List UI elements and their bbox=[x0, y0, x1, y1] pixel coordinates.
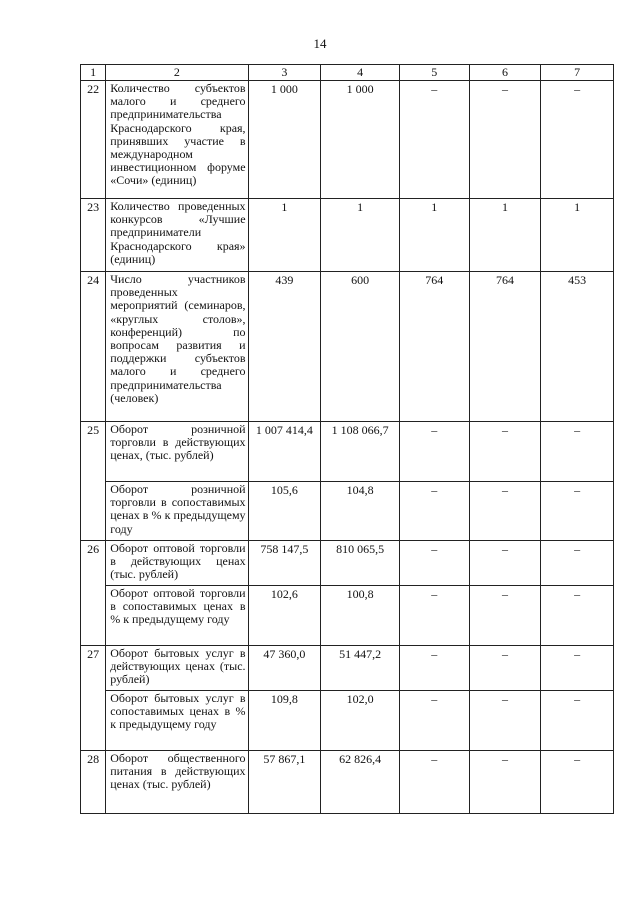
table-row bbox=[81, 81, 614, 199]
indicator-name: Количество субъектов малого и среднего предпринимательства Краснодарского края, принявших участие в международном инвестиционном форуме «Сочи» (единиц) bbox=[106, 81, 248, 199]
indicator-name: Число участников проведенных мероприятий (семинаров, «круглых столов», конференций) по вопросам развития и поддержки субъектов малого и среднего предпринимательства (человек) bbox=[106, 272, 248, 422]
value-col7: – bbox=[541, 691, 614, 751]
value-col5: – bbox=[399, 586, 469, 646]
table-row bbox=[81, 199, 614, 272]
column-header: 5 bbox=[399, 65, 469, 81]
value-col6: – bbox=[469, 541, 541, 586]
value-col6: 764 bbox=[469, 272, 541, 422]
value-col4: 810 065,5 bbox=[321, 541, 400, 586]
indicators-table bbox=[80, 64, 614, 814]
value-col5: – bbox=[399, 691, 469, 751]
value-col7: – bbox=[541, 482, 614, 541]
value-col6: – bbox=[469, 81, 541, 199]
table-row bbox=[81, 482, 614, 541]
value-col4: 102,0 bbox=[321, 691, 400, 751]
value-col5: – bbox=[399, 422, 469, 482]
value-col6: – bbox=[469, 482, 541, 541]
value-col6: – bbox=[469, 422, 541, 482]
value-col3: 57 867,1 bbox=[248, 751, 321, 814]
value-col3: 105,6 bbox=[248, 482, 321, 541]
value-col3: 109,8 bbox=[248, 691, 321, 751]
row-number: 28 bbox=[81, 751, 106, 814]
value-col5: – bbox=[399, 81, 469, 199]
column-header: 1 bbox=[81, 65, 106, 81]
value-col3: 439 bbox=[248, 272, 321, 422]
indicator-name: Оборот оптовой торговли в действующих ценах (тыс. рублей) bbox=[106, 541, 248, 586]
indicator-name: Оборот общественного питания в действующих ценах (тыс. рублей) bbox=[106, 751, 248, 814]
value-col7: 1 bbox=[541, 199, 614, 272]
value-col7: – bbox=[541, 81, 614, 199]
row-number: 27 bbox=[81, 646, 106, 751]
value-col3: 47 360,0 bbox=[248, 646, 321, 691]
row-number: 24 bbox=[81, 272, 106, 422]
value-col6: – bbox=[469, 751, 541, 814]
indicator-name: Оборот бытовых услуг в действующих ценах (тыс. рублей) bbox=[106, 646, 248, 691]
value-col3: 1 007 414,4 bbox=[248, 422, 321, 482]
value-col3: 1 000 bbox=[248, 81, 321, 199]
table-row bbox=[81, 751, 614, 814]
value-col4: 100,8 bbox=[321, 586, 400, 646]
table-header-row bbox=[81, 65, 614, 81]
value-col4: 104,8 bbox=[321, 482, 400, 541]
value-col6: – bbox=[469, 586, 541, 646]
indicator-name: Оборот оптовой торговли в сопоставимых ценах в % к предыдущему году bbox=[106, 586, 248, 646]
value-col7: – bbox=[541, 646, 614, 691]
row-number: 23 bbox=[81, 199, 106, 272]
table-row bbox=[81, 541, 614, 586]
value-col5: – bbox=[399, 646, 469, 691]
value-col4: 51 447,2 bbox=[321, 646, 400, 691]
value-col4: 62 826,4 bbox=[321, 751, 400, 814]
value-col7: – bbox=[541, 586, 614, 646]
value-col7: – bbox=[541, 541, 614, 586]
table-row bbox=[81, 422, 614, 482]
table-row bbox=[81, 272, 614, 422]
value-col4: 1 bbox=[321, 199, 400, 272]
column-header: 2 bbox=[106, 65, 248, 81]
row-number: 26 bbox=[81, 541, 106, 646]
value-col5: – bbox=[399, 751, 469, 814]
page-number: 14 bbox=[313, 36, 327, 51]
table-row bbox=[81, 586, 614, 646]
indicator-name: Оборот бытовых услуг в сопоставимых ценах в % к предыдущему году bbox=[106, 691, 248, 751]
value-col7: – bbox=[541, 751, 614, 814]
value-col7: 453 bbox=[541, 272, 614, 422]
row-number: 25 bbox=[81, 422, 106, 541]
column-header: 3 bbox=[248, 65, 321, 81]
row-number: 22 bbox=[81, 81, 106, 199]
table-row bbox=[81, 691, 614, 751]
indicator-name: Оборот розничной торговли в сопоставимых ценах в % к предыдущему году bbox=[106, 482, 248, 541]
value-col4: 1 000 bbox=[321, 81, 400, 199]
value-col4: 600 bbox=[321, 272, 400, 422]
value-col4: 1 108 066,7 bbox=[321, 422, 400, 482]
value-col3: 102,6 bbox=[248, 586, 321, 646]
value-col6: 1 bbox=[469, 199, 541, 272]
indicator-name: Оборот розничной торговли в действующих ценах, (тыс. рублей) bbox=[106, 422, 248, 482]
column-header: 4 bbox=[321, 65, 400, 81]
value-col7: – bbox=[541, 422, 614, 482]
indicator-name: Количество проведенных конкурсов «Лучшие предприниматели Краснодарского края» (единиц) bbox=[106, 199, 248, 272]
value-col3: 1 bbox=[248, 199, 321, 272]
column-header: 6 bbox=[469, 65, 541, 81]
column-header: 7 bbox=[541, 65, 614, 81]
value-col3: 758 147,5 bbox=[248, 541, 321, 586]
table-row bbox=[81, 646, 614, 691]
value-col5: – bbox=[399, 482, 469, 541]
value-col5: – bbox=[399, 541, 469, 586]
value-col6: – bbox=[469, 646, 541, 691]
value-col6: – bbox=[469, 691, 541, 751]
value-col5: 764 bbox=[399, 272, 469, 422]
value-col5: 1 bbox=[399, 199, 469, 272]
